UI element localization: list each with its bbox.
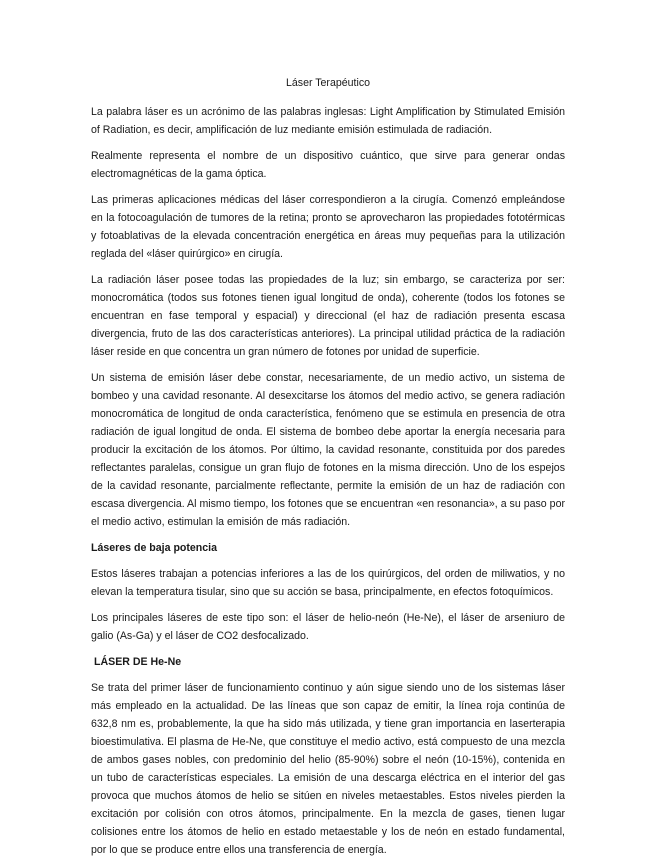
paragraph-medical-applications: Las primeras aplicaciones médicas del láser correspondieron a la cirugía. Comenzó empleándose en la fotocoagulación de tumores de la retina; pronto se aprovecharon las propiedades fototérmicas y fotoablativas de la elevada concentración energética en áreas muy pequeñas para la utilización reglada del «láser quirúrgico» en cirugía. [91, 194, 565, 260]
document-title: Láser Terapéutico [285, 77, 371, 89]
paragraph-emission-system: Un sistema de emisión láser debe constar, necesariamente, de un medio activo, un sistema de bombeo y una cavidad resonante. Al desexcitarse los átomos del medio activo, se genera radiación monocromática de longitud de onda característica, fenómeno que se estimula en presencia de otra radiación de igual longitud de onda. El sistema de bombeo debe aportar la energía necesaria para producir la excitación de los átomos. Por último, la cavidad resonante, constituida por dos paredes reflectantes paralelas, consigue un gran flujo de fotones en la misma dirección. Uno de los espejos de la cavidad resonante, parcialmente reflectante, permite la emisión de un haz de radiación con escasa divergencia. Al mismo tiempo, los fotones que se encuentran «en resonancia», a su paso por el medio activo, estimulan la emisión de más radiación. [91, 372, 565, 528]
paragraph-he-ne: Se trata del primer láser de funcionamiento continuo y aún sigue siendo uno de los sistemas láser más empleado en la actualidad. De las líneas que son capaz de emitir, la línea roja continúa de 632,8 nm es, probablemente, la que ha sido más utilizada, y tiene gran importancia en laserterapia bioestimulativa. El plasma de He-Ne, que constituye el medio activo, está compuesto de una mezcla de ambos gases nobles, con predominio del helio (85-90%) sobre el neón (10-15%), contenida en un tubo de características especiales. La emisión de una descarga eléctrica en el interior del gas provoca que muchos átomos de helio se sitúen en niveles metaestables. Estos niveles pierden la excitación por colisión con otros átomos, principalmente. En la mezcla de gases, tienen lugar colisiones entre los átomos de helio en estado metaestable y los de neón en estado fundamental, por lo que se produce entre ellos una transferencia de energía. [91, 682, 565, 856]
paragraph-properties: La radiación láser posee todas las propiedades de la luz; sin embargo, se caracteriza por ser: monocromática (todos sus fotones tienen igual longitud de onda), coherente (todos los fotones se encuentran en fase temporal y espacial) y direccional (el haz de radiación presenta escasa divergencia, fruto de las dos características anteriores). La principal utilidad práctica de la radiación láser reside en que concentra un gran número de fotones por unidad de superficie. [91, 274, 565, 358]
paragraph-quantum-device: Realmente representa el nombre de un dispositivo cuántico, que sirve para generar ondas electromagnéticas de la gama óptica. [91, 150, 565, 180]
document-page [91, 74, 565, 867]
paragraph-acronym: La palabra láser es un acrónimo de las palabras inglesas: Light Amplification by Stimulated Emisión of Radiation, es decir, amplificación de luz mediante emisión estimulada de radiación. [91, 106, 565, 136]
paragraph-low-power-intro: Estos láseres trabajan a potencias inferiores a las de los quirúrgicos, del orden de miliwatios, y no elevan la temperatura tisular, sino que su acción se basa, principalmente, en efectos fotoquímicos. [91, 568, 565, 598]
heading-low-power: Láseres de baja potencia [91, 542, 218, 554]
paragraph-low-power-types: Los principales láseres de este tipo son: el láser de helio-neón (He-Ne), el láser de arseniuro de galio (As-Ga) y el láser de CO2 desfocalizado. [91, 612, 565, 642]
heading-he-ne: LÁSER DE He-Ne [94, 656, 182, 668]
